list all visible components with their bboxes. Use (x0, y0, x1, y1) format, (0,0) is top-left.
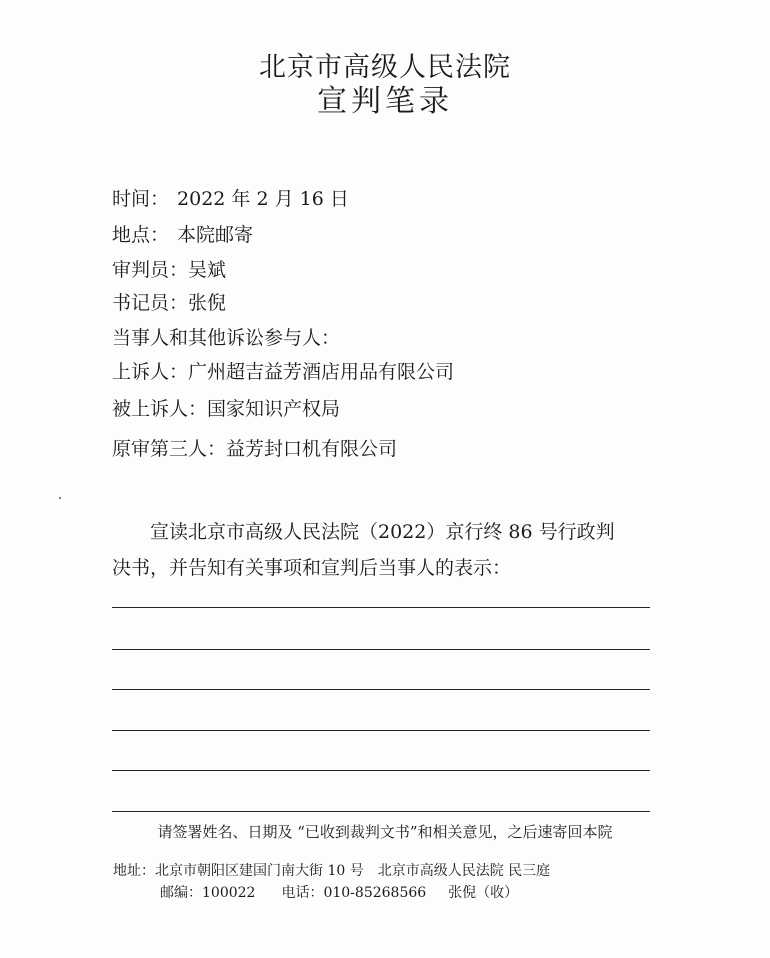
field-value: 广州超吉益芳酒店用品有限公司 (188, 361, 455, 383)
field-third-party (112, 436, 397, 462)
address-value: 北京市朝阳区建国门南大街 10 号 (155, 863, 364, 879)
field-label: 时间： (112, 188, 170, 210)
field-value: 国家知识产权局 (207, 398, 341, 420)
field-value: 益芳封口机有限公司 (226, 438, 398, 460)
field-location (112, 222, 253, 248)
signature-blank-line[interactable] (112, 649, 650, 650)
return-instruction: 请签署姓名、日期及 “已收到裁判文书”和相关意见，之后速寄回本院 (157, 823, 613, 841)
field-label: 书记员： (112, 292, 189, 314)
footer-address-row (113, 862, 550, 880)
phone-label: 电话： (281, 885, 324, 901)
field-value: 本院邮寄 (177, 224, 254, 246)
field-label: 被上诉人： (112, 398, 208, 420)
field-appellee (112, 396, 340, 422)
phone-value: 010-85268566 (323, 885, 427, 901)
court-name: 北京市高级人民法院 (259, 52, 511, 83)
court-division: 北京市高级人民法院 民三庭 (377, 863, 551, 879)
body-line-1: 宣读北京市高级人民法院（2022）京行终 86 号行政判 (150, 521, 615, 543)
field-label: 当事人和其他诉讼参与人： (112, 327, 341, 349)
signature-blank-line[interactable] (112, 607, 650, 608)
field-value: 2022 年 2 月 16 日 (177, 188, 349, 210)
field-judge (112, 257, 226, 283)
field-label: 上诉人： (112, 361, 189, 383)
signature-blank-line[interactable] (112, 689, 650, 690)
body-line-2: 决书，并告知有关事项和宣判后当事人的表示： (112, 557, 512, 579)
postcode-value: 100022 (202, 885, 256, 901)
signature-blank-line[interactable] (112, 811, 650, 812)
field-label: 地点： (112, 224, 170, 246)
postcode-label: 邮编： (160, 885, 202, 901)
address-label: 地址： (113, 863, 155, 879)
recipient: 张倪（收） (448, 885, 519, 901)
footer-contact-row (160, 884, 518, 902)
signature-blank-line[interactable] (112, 770, 650, 771)
field-parties-heading (112, 325, 340, 351)
field-value: 吴斌 (188, 259, 227, 281)
document-title: 宣判笔录 (317, 84, 453, 119)
field-time (112, 186, 349, 212)
field-value: 张倪 (188, 292, 227, 314)
field-label: 原审第三人： (112, 438, 227, 460)
field-clerk (112, 290, 226, 316)
field-appellant (112, 359, 454, 385)
scan-speck (59, 497, 61, 499)
signature-blank-line[interactable] (112, 730, 650, 731)
field-label: 审判员： (112, 259, 189, 281)
